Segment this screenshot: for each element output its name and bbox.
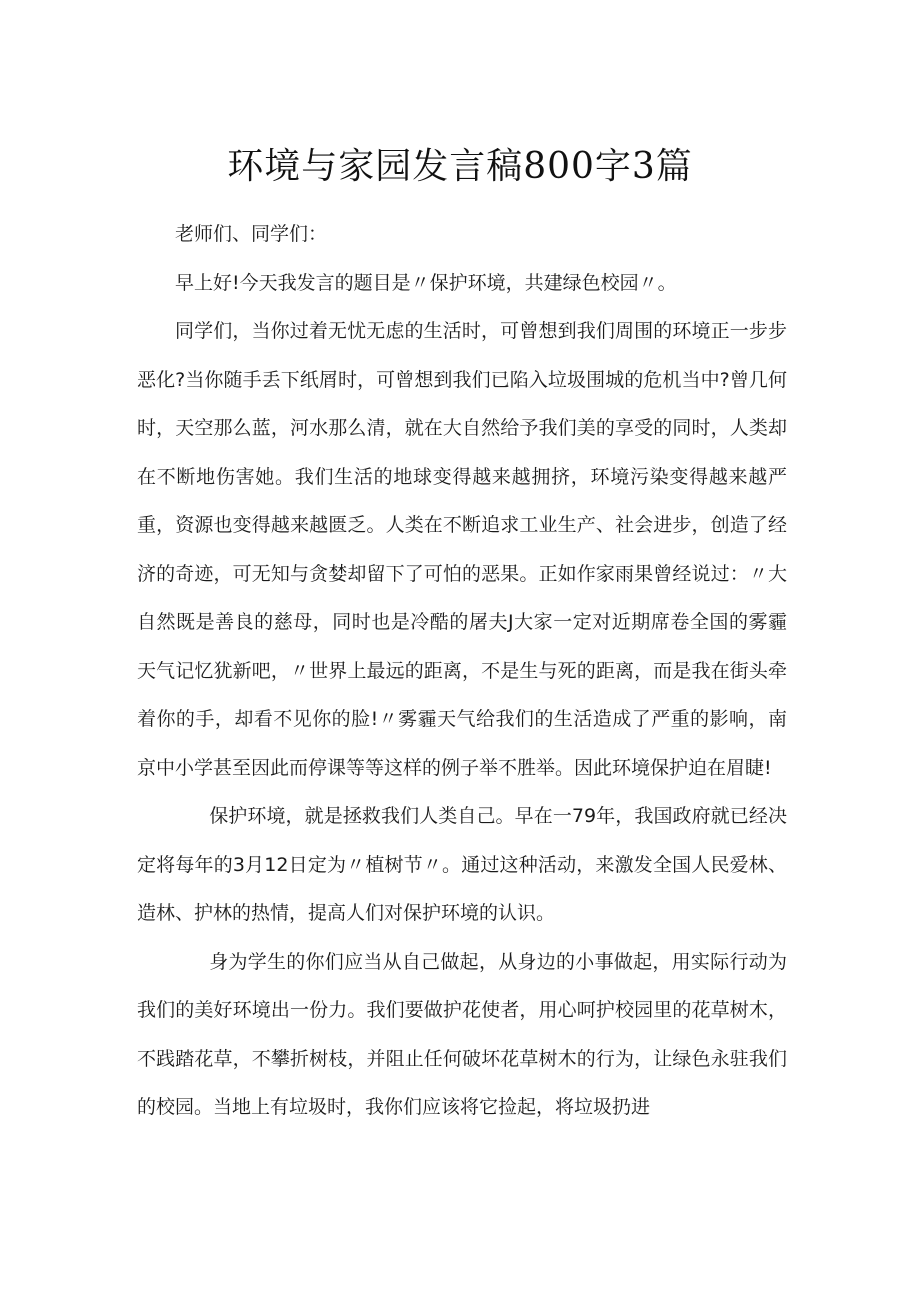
paragraph-arbor-day: 保护环境，就是拯救我们人类自己。早在一79年，我国政府就已经决定将每年的3月12日定为〃植树节〃。通过这种活动，来激发全国人民爱林、造林、护林的热情，提高人们对保护环境的认识。 — [137, 805, 787, 924]
paragraph-greeting: 老师们、同学们： — [175, 223, 328, 245]
paragraph-topic: 早上好!今天我发言的题目是〃保护环境，共建绿色校园〃。 — [175, 271, 677, 294]
document-body — [137, 210, 787, 1132]
document-title: 环境与家园发言稿800字3篇 — [227, 146, 693, 187]
paragraph-environment-crisis: 同学们，当你过着无忧无虑的生活时，可曾想到我们周围的环境正一步步恶化?当你随手丢下纸屑时，可曾想到我们已陷入垃圾围城的危机当中?曾几何时，天空那么蓝，河水那么清，就在大自然给予我们美的享受的同时，人类却在不断地伤害她。我们生活的地球变得越来越拥挤，环境污染变得越来越严重，资源也变得越来越匮乏。人类在不断追求工业生产、社会进步，创造了经济的奇迹，可无知与贪婪却留下了可怕的恶果。正如作家雨果曾经说过：〃大自然既是善良的慈母，同时也是冷酷的屠夫J大家一定对近期席卷全国的雾霾天气记忆犹新吧，〃世界上最远的距离，不是生与死的距离，而是我在街头牵着你的手，却看不见你的脸!〃雾霾天气给我们的生活造成了严重的影响，南京中小学甚至因此而停课等等这样的例子举不胜举。因此环境保护迫在眉睫! — [137, 320, 787, 779]
paragraph-student-action: 身为学生的你们应当从自己做起，从身边的小事做起，用实际行动为我们的美好环境出一份力。我们要做护花使者，用心呵护校园里的花草树木，不践踏花草，不攀折树枝，并阻止任何破坏花草树木的行为，让绿色永驻我们的校园。当地上有垃圾时，我你们应该将它捡起，将垃圾扔进 — [137, 950, 787, 1118]
